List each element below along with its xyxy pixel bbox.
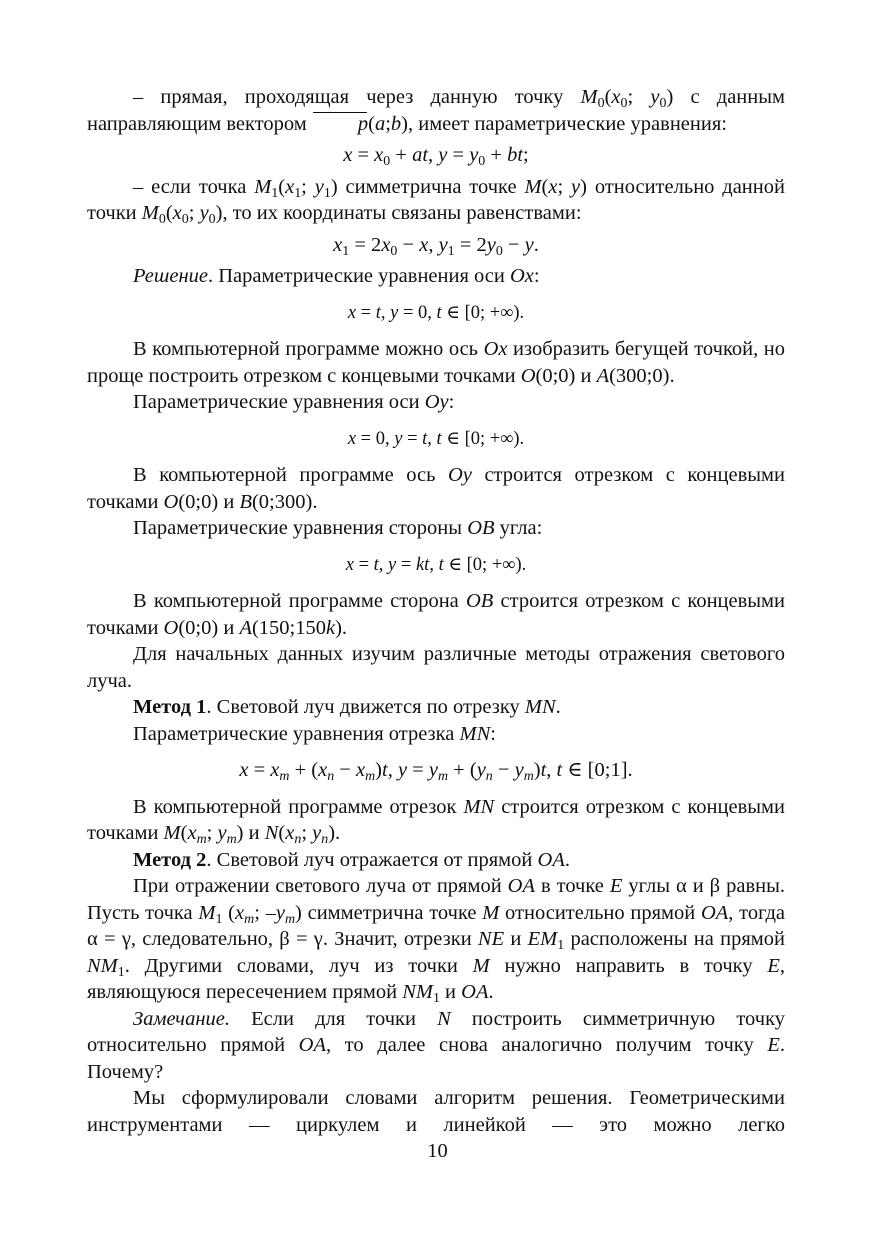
paragraph-ob-program: В компьютерной программе сторона OB строится отрезком с концевыми точками O(0;0) и A(150;150k). xyxy=(87,590,786,639)
formula-mn: $x = x_m + (x_n - x_m)t$, $y = y_m + (y_n - y_m)t$, t ∈ [0;1]. xyxy=(239,759,633,784)
paragraph-oy-program: В компьютерной программе ось Oy строится отрезком с концевыми точками O(0;0) и B(0;300). xyxy=(87,464,785,513)
page-number: 10 xyxy=(427,1140,448,1162)
paragraph-oy-title: Параметрические уравнения оси Oy: xyxy=(133,391,455,413)
paragraph-solution-ox: Решение. Параметрические уравнения оси Ox: xyxy=(133,265,540,287)
page-body xyxy=(87,84,785,1138)
paragraph-line-through-point: – прямая, проходящая через данную точку $M_0(x_0$; $y_0$) с данным направляющим вектором p(a;b), имеет параметрические уравнения: xyxy=(87,84,785,137)
formula-symmetric-coords: $x_1 = 2x_0 - x$, $y_1 = 2y_0 - y$. xyxy=(333,233,539,259)
paragraph-reflection: При отражении светового луча от прямой OA в точке E углы α и β равны. Пусть точка $M_1$ ($x_m$; $-y_m$) симметрична точке M относительно прямой OA, тогда α = γ, следовательно, β = γ. Значит, отрезки NE и $EM_1$ расположены на прямой $NM_1$. Другими словами, луч из точки M нужно направить в точку E, являющуюся пересечением прямой $NM_1$ и OA. xyxy=(87,875,785,1006)
paragraph-methods-intro: Для начальных данных изучим различные методы отражения светового луча. xyxy=(87,643,785,692)
formula-ox: x = t, y = 0, t ∈ [0; +∞). xyxy=(347,302,525,323)
vector-p: p xyxy=(312,111,368,138)
formula-parametric-line: $x = x_0$ + at, $y = y_0$ + bt; xyxy=(343,144,529,169)
paragraph-symmetric-point: – если точка $M_1(x_1$; $y_1$) симметрична точке M(x; y) относительно данной точки $M_0(x_0$; $y_0$), то их координаты связаны равенствами: xyxy=(87,175,785,227)
paragraph-method-1: Метод 1. Световой луч движется по отрезку MN. xyxy=(133,696,561,718)
formula-ob: x = t, y = kt, t ∈ [0; +∞). xyxy=(345,554,527,575)
paragraph-method-2: Метод 2. Световой луч отражается от прямой OA. xyxy=(133,848,570,871)
paragraph-mn-title: Параметрические уравнения отрезка MN: xyxy=(133,722,496,745)
paragraph-mn-program: В компьютерной программе отрезок MN строится отрезком с концевыми точками $M(x_m$; $y_m$) и $N(x_n$; $y_n$). xyxy=(87,795,785,847)
formula-oy: x = 0, y = t, t ∈ [0; +∞). xyxy=(347,428,525,449)
paragraph-algorithm: Мы сформулировали словами алгоритм решения. Геометрическими инструментами — циркулем и линейкой — это можно легко xyxy=(87,1087,785,1136)
paragraph-ob-title: Параметрические уравнения стороны OB угла: xyxy=(133,517,543,539)
paragraph-remark: Замечание. Если для точки N построить симметричную точку относительно прямой OA, то далее снова аналогично получим точку E. Почему? xyxy=(87,1007,785,1083)
paragraph-ox-program: В компьютерной программе можно ось Ox изобразить бегущей точкой, но проще построить отрезком с концевыми точками O(0;0) и A(300;0). xyxy=(87,338,785,387)
